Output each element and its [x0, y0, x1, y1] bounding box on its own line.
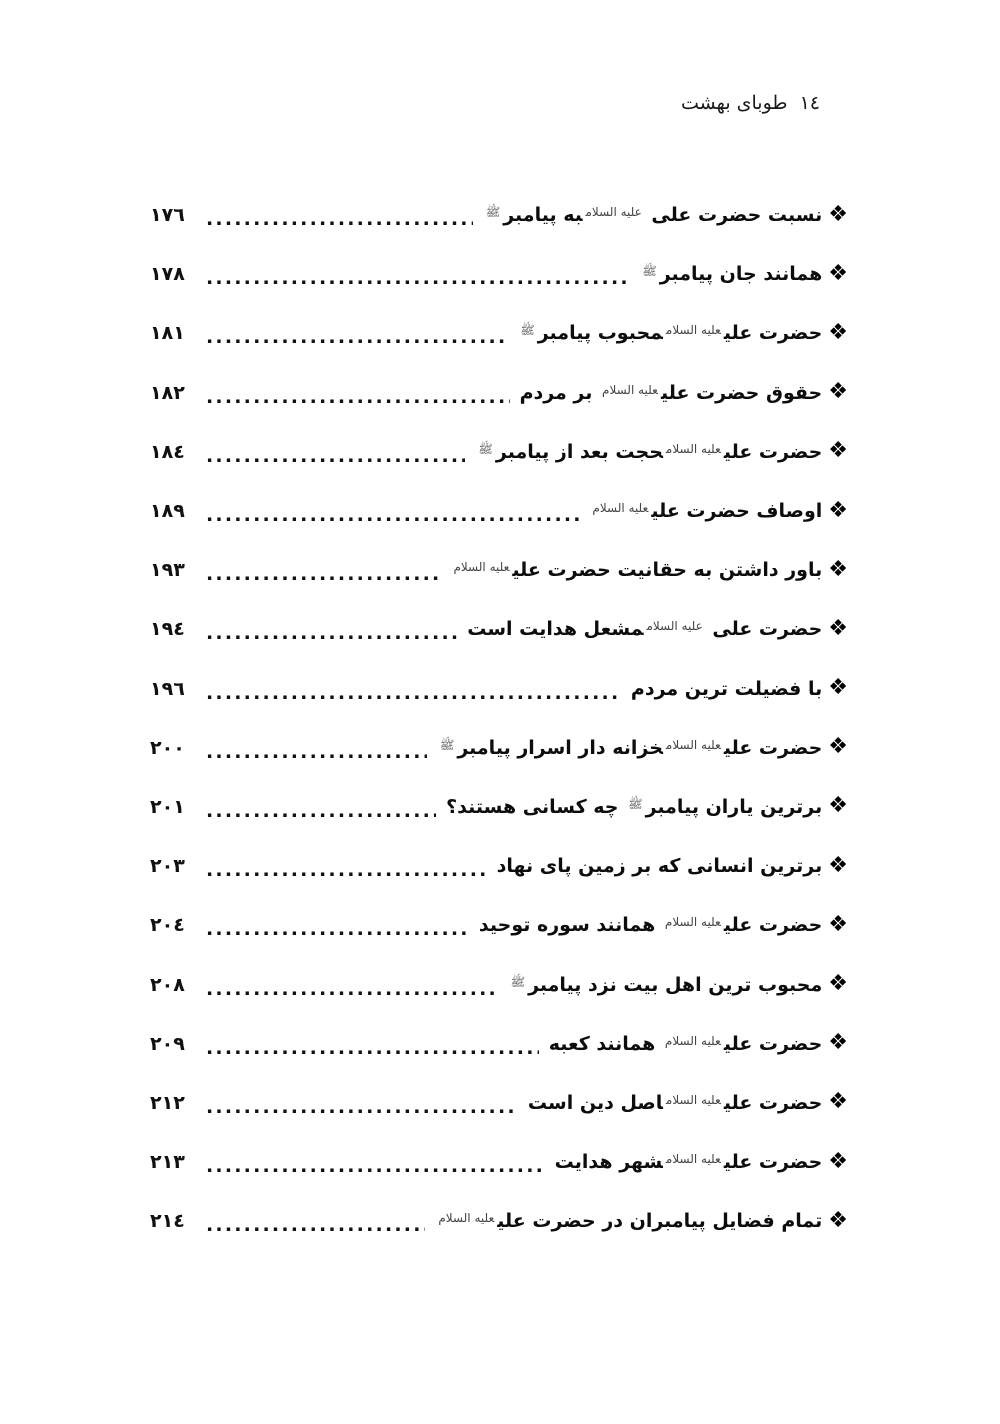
title-text: حضرت علی: [723, 440, 823, 463]
toc-entry-title: [517, 324, 822, 343]
toc-entry-title: [548, 1032, 823, 1055]
dot-leader: [206, 565, 440, 584]
dot-leader: [206, 447, 465, 466]
title-text: حضرت علی: [723, 1032, 823, 1055]
toc-page-number: ١٧٦: [150, 204, 185, 227]
four-diamond-bullet-icon: ❖: [828, 556, 848, 582]
title-text: همانند سوره توحید: [478, 914, 662, 937]
toc-entry[interactable]: [150, 896, 848, 955]
dot-leader: [206, 1098, 518, 1117]
alayhi-salam-honorific-icon: عليه السلام: [592, 501, 649, 516]
toc-entry[interactable]: [150, 660, 848, 719]
toc-page-number: ١٩٣: [150, 559, 185, 582]
four-diamond-bullet-icon: ❖: [828, 675, 848, 701]
toc-entry[interactable]: [150, 719, 848, 778]
dot-leader: [206, 743, 427, 762]
alayhi-salam-honorific-icon: عليه السلام: [585, 205, 642, 220]
prophet-honorific-icon: ﷺ: [439, 737, 455, 752]
prophet-honorific-icon: ﷺ: [478, 441, 493, 456]
four-diamond-bullet-icon: ❖: [828, 497, 848, 523]
title-text: حضرت علی: [705, 618, 823, 641]
four-diamond-bullet-icon: ❖: [828, 1148, 848, 1174]
toc-entry-title: [639, 265, 822, 284]
four-diamond-bullet-icon: ❖: [828, 319, 848, 345]
toc-page-number: ١٨١: [150, 322, 185, 345]
title-text: نسبت حضرت علی: [644, 204, 823, 227]
four-diamond-bullet-icon: ❖: [828, 971, 848, 997]
toc-entry-title: [467, 620, 822, 639]
alayhi-salam-honorific-icon: عليه السلام: [453, 560, 510, 575]
toc-page-number: ٢١٣: [150, 1151, 185, 1174]
toc-entry-title: [446, 795, 823, 818]
dot-leader: [206, 269, 629, 288]
title-text: حضرت علی: [723, 1091, 823, 1114]
title-text: چه کسانی هستند؟: [446, 795, 626, 818]
header-book-title: طوبای بهشت: [680, 92, 788, 114]
four-diamond-bullet-icon: ❖: [828, 201, 848, 227]
toc-entry-title: [519, 381, 823, 404]
alayhi-salam-honorific-icon: عليه السلام: [664, 1033, 721, 1048]
table-of-contents: [150, 186, 848, 1251]
four-diamond-bullet-icon: ❖: [828, 438, 848, 464]
toc-page-number: ٢١٢: [150, 1091, 185, 1114]
toc-entry-title: [435, 1212, 822, 1231]
toc-entry-title: [527, 1091, 823, 1114]
prophet-honorific-icon: ﷺ: [628, 796, 643, 811]
four-diamond-bullet-icon: ❖: [828, 911, 848, 937]
title-text: باور داشتن به حقانیت حضرت علی: [512, 559, 823, 582]
toc-entry-title: [555, 1153, 823, 1172]
title-text: حجت بعد از پیامبر: [495, 440, 663, 463]
toc-entry[interactable]: [150, 541, 848, 600]
running-header: [681, 92, 820, 114]
four-diamond-bullet-icon: ❖: [828, 852, 848, 878]
dot-leader: [206, 861, 487, 880]
toc-entry[interactable]: [150, 1192, 848, 1251]
title-text: برترین انسانی که بر زمین پای نهاد: [496, 855, 823, 878]
title-text: مشعل هدایت است: [467, 618, 644, 641]
title-text: محبوب پیامبر: [537, 322, 663, 345]
toc-entry[interactable]: [150, 1015, 848, 1074]
dot-leader: [206, 1039, 539, 1058]
toc-entry[interactable]: [150, 1133, 848, 1192]
alayhi-salam-honorific-icon: عليه السلام: [665, 323, 721, 338]
dot-leader: [206, 506, 579, 525]
alayhi-salam-honorific-icon: عليه السلام: [665, 1152, 721, 1167]
toc-entry-title: [508, 973, 823, 996]
four-diamond-bullet-icon: ❖: [828, 260, 848, 286]
title-text: شهر هدایت: [554, 1151, 663, 1174]
toc-entry[interactable]: [150, 423, 848, 482]
title-text: برترین یاران پیامبر: [645, 795, 823, 818]
toc-entry[interactable]: [150, 955, 848, 1014]
alayhi-salam-honorific-icon: عليه السلام: [665, 441, 721, 456]
toc-entry[interactable]: [150, 364, 848, 423]
toc-entry[interactable]: [150, 1074, 848, 1133]
toc-page-number: ٢٠٤: [150, 914, 185, 937]
dot-leader: [206, 802, 436, 821]
alayhi-salam-honorific-icon: عليه السلام: [664, 915, 721, 930]
dot-leader: [206, 684, 621, 703]
toc-page-number: ١٨٩: [150, 500, 185, 523]
four-diamond-bullet-icon: ❖: [828, 615, 848, 641]
four-diamond-bullet-icon: ❖: [828, 379, 848, 405]
toc-page-number: ٢١٤: [150, 1210, 185, 1233]
toc-page-number: ١٧٨: [150, 263, 185, 286]
toc-entry[interactable]: [150, 837, 848, 896]
toc-entry[interactable]: [150, 600, 848, 659]
toc-entry-title: [450, 561, 822, 580]
toc-entry[interactable]: [150, 304, 848, 363]
title-text: تمام فضایل پیامبران در حضرت علی: [497, 1210, 823, 1233]
toc-entry[interactable]: [150, 186, 848, 245]
title-text: حضرت علی: [723, 736, 823, 759]
four-diamond-bullet-icon: ❖: [828, 1207, 848, 1233]
title-text: اوصاف حضرت علی: [651, 500, 823, 523]
toc-entry[interactable]: [150, 245, 848, 304]
toc-entry-title: [475, 440, 823, 463]
toc-page-number: ٢٠٠: [150, 736, 185, 759]
toc-page-number: ٢٠٨: [150, 973, 185, 996]
toc-entry-title: [437, 736, 823, 759]
title-text: محبوب ترین اهل بیت نزد پیامبر: [528, 973, 823, 996]
dot-leader: [206, 920, 469, 939]
alayhi-salam-honorific-icon: عليه السلام: [438, 1211, 495, 1226]
title-text: حضرت علی: [723, 914, 823, 937]
toc-entry[interactable]: [150, 778, 848, 837]
alayhi-salam-honorific-icon: عليه السلام: [602, 382, 658, 397]
prophet-honorific-icon: ﷺ: [485, 205, 501, 220]
title-text: حضرت علی: [723, 1151, 823, 1174]
title-text: بر مردم: [519, 381, 600, 404]
toc-page-number: ٢٠١: [150, 795, 185, 818]
dot-leader: [206, 328, 507, 347]
dot-leader: [206, 1216, 425, 1235]
four-diamond-bullet-icon: ❖: [828, 734, 848, 760]
four-diamond-bullet-icon: ❖: [828, 1030, 848, 1056]
prophet-honorific-icon: ﷺ: [520, 323, 535, 338]
dot-leader: [206, 1157, 545, 1176]
dot-leader: [206, 388, 510, 407]
alayhi-salam-honorific-icon: عليه السلام: [665, 737, 721, 752]
four-diamond-bullet-icon: ❖: [828, 1089, 848, 1115]
toc-entry-title: [497, 857, 823, 876]
title-text: همانند کعبه: [548, 1032, 662, 1055]
toc-entry-title: [483, 206, 823, 225]
toc-page-number: ٢٠٩: [150, 1032, 185, 1055]
header-page-number: ١٤: [799, 92, 820, 114]
title-text: همانند جان پیامبر: [659, 263, 823, 286]
title-text: خزانه دار اسرار پیامبر: [457, 736, 663, 759]
toc-page-number: ١٩٤: [150, 618, 185, 641]
title-text: حقوق حضرت علی: [660, 381, 823, 404]
four-diamond-bullet-icon: ❖: [828, 793, 848, 819]
dot-leader: [206, 980, 498, 999]
toc-entry-title: [479, 916, 822, 935]
prophet-honorific-icon: ﷺ: [642, 264, 657, 279]
toc-page-number: ١٩٦: [150, 677, 185, 700]
toc-page-number: ٢٠٣: [150, 855, 185, 878]
title-text: اصل دین است: [527, 1091, 663, 1114]
toc-entry-title: [630, 677, 823, 700]
dot-leader: [206, 210, 473, 229]
title-text: به پیامبر: [503, 204, 583, 227]
title-text: حضرت علی: [723, 322, 823, 345]
alayhi-salam-honorific-icon: عليه السلام: [665, 1092, 721, 1107]
dot-leader: [206, 624, 457, 643]
title-text: با فضیلت ترین مردم: [630, 677, 823, 700]
toc-entry[interactable]: [150, 482, 848, 541]
toc-entry-title: [589, 502, 822, 521]
toc-page-number: ١٨٢: [150, 381, 185, 404]
prophet-honorific-icon: ﷺ: [510, 974, 526, 989]
toc-page-number: ١٨٤: [150, 440, 185, 463]
alayhi-salam-honorific-icon: عليه السلام: [646, 619, 703, 634]
